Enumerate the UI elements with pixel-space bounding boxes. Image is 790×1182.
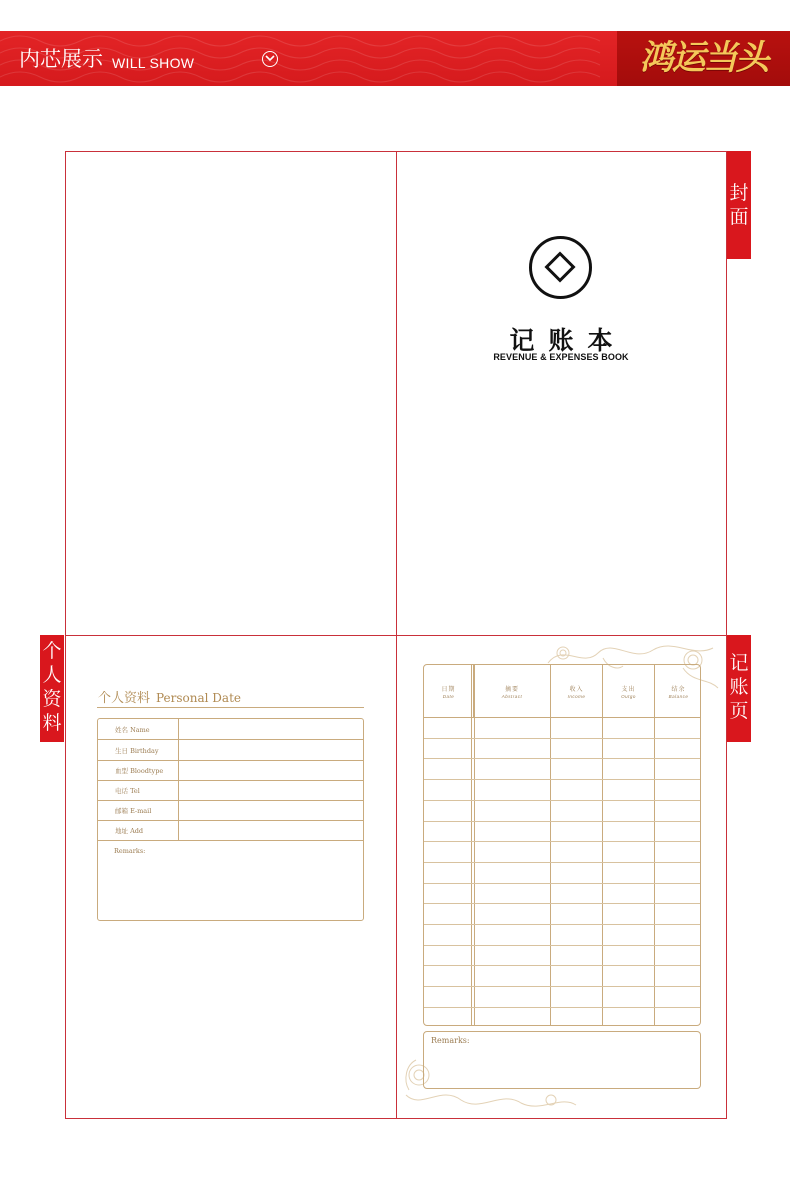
column-header-balance: [655, 665, 701, 717]
form-row-bloodtype[interactable]: [98, 760, 363, 781]
blank-page: [65, 151, 397, 636]
brand-panel: [617, 31, 790, 86]
form-label: 生日 Birthday: [115, 747, 159, 755]
form-row-name[interactable]: [98, 719, 363, 740]
column-divider: [654, 665, 655, 1026]
column-header-date: [424, 665, 474, 717]
form-column-divider: [178, 719, 179, 841]
column-header-income: [551, 665, 603, 717]
table-row-line: [424, 821, 701, 822]
ledger-table: [423, 664, 701, 1026]
form-row-address[interactable]: [98, 820, 363, 841]
table-row-line: [424, 965, 701, 966]
ledger-remarks-box[interactable]: [423, 1031, 701, 1089]
tag-cover: 封面: [727, 151, 751, 259]
column-header-cn: 支出: [621, 686, 636, 693]
chevron-down-icon[interactable]: [262, 51, 278, 67]
form-label: 电话 Tel: [115, 787, 140, 795]
table-row-line: [424, 758, 701, 759]
form-row-birthday[interactable]: [98, 740, 363, 761]
form-label: 邮箱 E-mail: [115, 807, 152, 815]
column-header-en: Abstract: [501, 694, 523, 699]
column-header-cn: 结余: [671, 686, 686, 693]
remarks-label: Remarks:: [431, 1036, 470, 1045]
tag-personal: 个人资料: [40, 635, 64, 742]
table-row-line: [424, 986, 701, 987]
title-divider: [97, 707, 364, 708]
form-row-email[interactable]: [98, 800, 363, 821]
brand-logo-text: 鸿运当头: [639, 38, 768, 78]
personal-info-title-cn: 个人资料: [98, 691, 151, 706]
column-divider: [550, 665, 551, 1026]
column-header-cn: 摘要: [504, 686, 519, 693]
table-row-line: [424, 717, 701, 718]
column-divider: [602, 665, 603, 1026]
form-row-tel[interactable]: [98, 780, 363, 801]
table-row-line: [424, 903, 701, 904]
table-row-line: [424, 738, 701, 739]
table-row-line: [424, 883, 701, 884]
column-header-cn: 日期: [441, 686, 456, 693]
table-row-line: [424, 779, 701, 780]
personal-info-form: [97, 718, 364, 921]
section-subtitle: WILL SHOW: [112, 55, 195, 71]
column-header-en: Balance: [668, 694, 689, 699]
column-header-cn: 收入: [569, 686, 584, 693]
column-header-outgo: [603, 665, 655, 717]
column-header-en: Date: [442, 694, 455, 699]
column-header-en: Income: [567, 694, 586, 699]
column-divider: [474, 665, 475, 1026]
section-title: 内芯展示: [19, 47, 103, 71]
column-header-abstract: [474, 665, 551, 717]
form-label: 地址 Add: [115, 827, 144, 835]
table-row-line: [424, 1007, 701, 1008]
table-row-line: [424, 945, 701, 946]
form-label: 姓名 Name: [115, 726, 150, 734]
personal-info-title: [98, 687, 241, 706]
table-row-line: [424, 862, 701, 863]
column-divider: [471, 665, 472, 1026]
remarks-label: Remarks:: [114, 847, 146, 855]
cover-title: 记账本: [509, 326, 627, 355]
form-label: 血型 Bloodtype: [115, 767, 164, 775]
cover-page: [396, 151, 727, 636]
table-row-line: [424, 800, 701, 801]
tag-ledger: 记账页: [727, 635, 751, 742]
column-header-en: Outgo: [621, 694, 636, 699]
table-row-line: [424, 924, 701, 925]
personal-info-title-en: Personal Date: [156, 691, 242, 705]
table-row-line: [424, 841, 701, 842]
cover-subtitle: REVENUE & EXPENSES BOOK: [493, 352, 629, 362]
